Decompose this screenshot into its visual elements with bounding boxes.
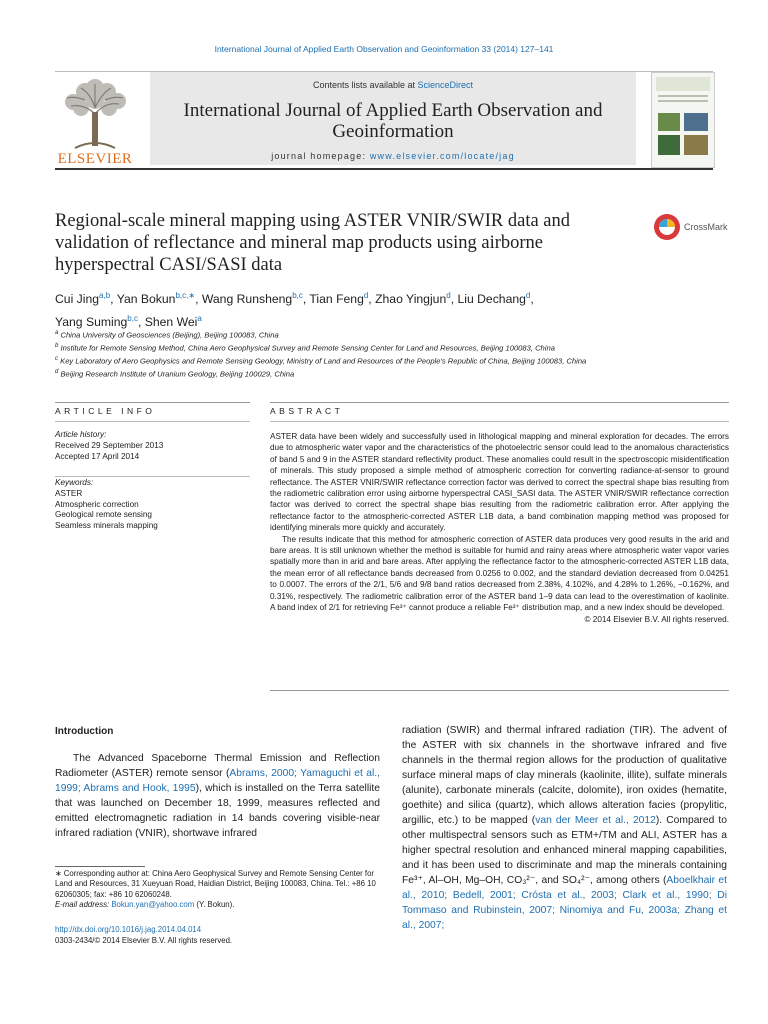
crossmark-label: CrossMark (684, 222, 728, 232)
crossmark-badge[interactable] (653, 212, 733, 246)
author-name: Cui Jing (55, 292, 100, 307)
affiliation-text: Institute for Remote Sensing Method, China Aero Geophysical Survey and Remote Sensing Center for Land and Resources, Beijing 100083, China (60, 343, 555, 353)
header-bottom-rule (55, 168, 713, 170)
abstract-copyright: © 2014 Elsevier B.V. All rights reserved. (584, 614, 729, 624)
author (457, 292, 533, 306)
journal-reference-link[interactable]: International Journal of Applied Earth Observation and Geoinformation 33 (2014) 127–141 (214, 44, 554, 54)
affiliation-text: China University of Geosciences (Beijing), Beijing 100083, China (60, 330, 279, 340)
intro-text: radiation (SWIR) and thermal infrared radiation (TIR). The advent of the ASTER with six channels in the shortwave infrared and five channels in the thermal region allows for the production of qualitative surface mineral maps of clay minerals (kaolinite, illite), sulfate minerals (alunite), carbonate minerals (calcite, dolomite), iron oxides (hematite, goethite) and silica (quartz), which allows alteration facies (propylitic, argillic, etc.) to be mapped ( (402, 725, 727, 826)
author-name: Tian Feng (309, 292, 364, 307)
sciencedirect-link[interactable]: ScienceDirect (417, 80, 474, 90)
author-affil-link[interactable]: b,c (292, 291, 303, 300)
affiliation-key: d (55, 369, 59, 376)
intro-text: The Advanced Spaceborne Thermal Emission and Reflection Radiometer (ASTER) remote sensor ( (55, 753, 380, 779)
abstract-heading: ABSTRACT (270, 406, 344, 416)
abstract-paragraph: The results indicate that this method for atmospheric correction of ASTER data produces very good results in the arid and bare areas. It is still unknown whether the method is suitable for humid and rainy areas where atmospheric water vapor varies spatially more than in arid and bare areas. After applying the reflectance factor to the atmospheric-corrected ASTER L1B data, the mean error of all reflectance bands decreased from 0.0256 to 0.002, and the standard deviation decreased from 0.04251 to 0.0007. The errors of the 2/1, 5/6 and 9/8 band ratios decreased from 2.38%, 4.102%, and 4.28% to 1.26%, −0.162%, and 0.31%, respectively. The radiometric calibration error of the ASTER band 1–9 data can lead to the overestimation of kaolinite. A band index of 2/1 for retrieving Fe³⁺ cannot produce a reliable Fe³⁺ distribution map, and a new index should be developed. (270, 534, 729, 613)
affiliation-list (55, 328, 695, 380)
corresponding-author-text: ∗ Corresponding author at: China Aero Geophysical Survey and Remote Sensing Center for Land and Resources, 31 Xueyuan Road, Haidian District, Beijing 100083, China. Tel.: +86 10 62060305; fax: +86 10 62060248. (55, 869, 376, 899)
author-name: Liu Dechang (457, 292, 526, 307)
history-label: Article history: (55, 430, 107, 439)
article-info-top-rule (55, 402, 250, 403)
intro-left-column (55, 751, 380, 841)
affiliation (55, 367, 695, 380)
keyword: ASTER (55, 488, 83, 498)
author-list (55, 286, 655, 332)
author-separator: , (302, 292, 310, 307)
email-line (55, 900, 380, 910)
received-date: Received 29 September 2013 (55, 440, 164, 450)
homepage-label: journal homepage: (271, 151, 370, 161)
keyword: Geological remote sensing (55, 510, 152, 520)
author (55, 292, 117, 306)
author (375, 292, 457, 306)
author (202, 292, 310, 306)
author-affil-link[interactable]: b,c (127, 314, 138, 324)
author-separator: , (137, 315, 145, 330)
abstract-top-rule (270, 402, 729, 403)
author-name: Yan Bokun (116, 292, 176, 307)
journal-cover-image (651, 72, 715, 168)
intro-text: ), which is installed on the Terra satellite that was launched on December 18, 1999, measures reflected and emitted electromagnetic radiation in 14 bands covering visible-near infrared radiation (VNIR), shortwave infrared (55, 783, 380, 839)
intro-paragraph (55, 751, 380, 841)
article-info-sub-rule (55, 421, 250, 422)
author-name: Shen Wei (144, 315, 198, 330)
author-name: Zhao Yingjun (375, 292, 447, 307)
keyword: Seamless minerals mapping (55, 521, 158, 531)
author-affil-link[interactable]: d (446, 291, 451, 300)
author-separator: , (530, 292, 534, 307)
intro-right-column (402, 723, 727, 933)
article-history (55, 430, 250, 462)
homepage-link[interactable]: www.elsevier.com/locate/jag (369, 151, 515, 161)
citation-link[interactable]: Abrams, 2000; Yamaguchi et al., 1999; Abrams and Hook, 1995 (55, 768, 380, 794)
citation-link[interactable]: van der Meer et al., 2012 (535, 815, 656, 826)
author-separator: , (368, 292, 376, 307)
footnote-rule (55, 866, 145, 867)
email-link[interactable]: Bokun.yan@yahoo.com (111, 900, 195, 910)
intro-paragraph (402, 723, 727, 933)
journal-homepage (150, 151, 636, 161)
keyword: Atmospheric correction (55, 499, 139, 509)
author-affil-link[interactable]: a (197, 314, 202, 324)
author (309, 292, 375, 306)
doi-link[interactable]: http://dx.doi.org/10.1016/j.jag.2014.04.014 (55, 925, 202, 934)
publisher-wordmark: ELSEVIER (57, 151, 133, 167)
affiliation-key: b (55, 343, 59, 350)
accepted-date: Accepted 17 April 2014 (55, 451, 140, 461)
affiliation-key: a (55, 330, 59, 336)
author (117, 292, 202, 306)
abstract-bottom-rule (270, 690, 729, 691)
abstract-paragraph: ASTER data have been widely and successfully used in lithological mapping and mineral exploration for decades. The errors due to atmospheric water vapor and the characteristics of the photoelectric sensor could lead to the anomalous characteristics of band 5 and 9 in the ASTER standard reflectivity product. These anomalies could result in the spectroscopic misidentification of minerals. This study proposed a simple method of atmospheric correction for converting radiance-at-sensor to ground reflectance. The ASTER VNIR/SWIR reflectance correction factor was derived to correct the spectral shape bias resulting from the radiometric calibration error using airborne hyperspectral CASI_SASI data. The ASTER VNIR/SWIR reflectance correction factor was derived to correct the spectral shape bias resulting from the radiometric calibration error. After applying the reflectance factor to the atmospheric-corrected ASTER L1B data, a band combination mapping method was proposed for identifying minerals more quickly and accurately. (270, 432, 729, 533)
issn-line: 0303-2434/© 2014 Elsevier B.V. All rights reserved. (55, 935, 233, 945)
keywords-block (55, 478, 250, 532)
email-label: E-mail address: (55, 900, 112, 910)
contents-prefix: Contents lists available at (312, 80, 418, 90)
abstract-sub-rule (270, 421, 729, 422)
corresponding-author-footnote (55, 869, 380, 911)
author-affil-link[interactable]: d (525, 291, 531, 300)
keywords-label: Keywords: (55, 478, 94, 487)
affiliation-text: Beijing Research Institute of Uranium Geology, Beijing 100029, China (60, 369, 295, 379)
affiliation (55, 341, 695, 354)
email-suffix: (Y. Bokun). (194, 900, 235, 910)
crossmark-icon (653, 212, 681, 242)
author-affil-link[interactable]: d (363, 291, 369, 300)
author-name: Yang Suming (55, 315, 128, 330)
affiliation (55, 354, 695, 367)
article-info-heading: ARTICLE INFO (55, 406, 156, 416)
author-affil-link[interactable]: a,b (99, 291, 111, 300)
author-separator: , (195, 292, 202, 307)
abstract-body (270, 431, 729, 625)
intro-text: ). Compared to other multispectral sensors such as ETM+/TM and ALI, ASTER has a higher spectral resolution and enhanced mineral mapping capabilities, and it has been used to discriminate and map the minerals containing Fe³⁺, Al–OH, Mg–OH, CO₃²⁻, and SO₄²⁻, among others ( (402, 815, 727, 886)
article-title: Regional-scale mineral mapping using ASTER VNIR/SWIR data and validation of reflectance and mineral map products using airborne hyperspectral CASI/SASI data (55, 211, 571, 275)
doi-block (55, 925, 380, 946)
affiliation-key: c (55, 356, 58, 363)
article-info-divider (55, 476, 250, 477)
contents-line (150, 80, 636, 90)
citation-link[interactable]: Aboelkhair et al., 2010; Bedell, 2001; Crósta et al., 2003; Clark et al., 1990; Di Tommaso and Rubinstein, 2007; Ninomiya and Fu, 2003a; Zhang et al., 2007; (402, 875, 727, 931)
affiliation (55, 328, 695, 341)
affiliation-text: Key Laboratory of Aero Geophysics and Remote Sensing Geology, Ministry of Land and Resources of the People's Republic of China, Beijing 100083, China (60, 356, 587, 366)
author-affil-link[interactable]: b,c,∗ (175, 291, 196, 300)
journal-title: International Journal of Applied Earth Observation and Geoinformation (183, 100, 603, 142)
author-separator: , (450, 292, 458, 307)
author-name: Wang Runsheng (201, 292, 293, 307)
introduction-heading: Introduction (55, 726, 114, 737)
author-separator: , (110, 292, 117, 307)
